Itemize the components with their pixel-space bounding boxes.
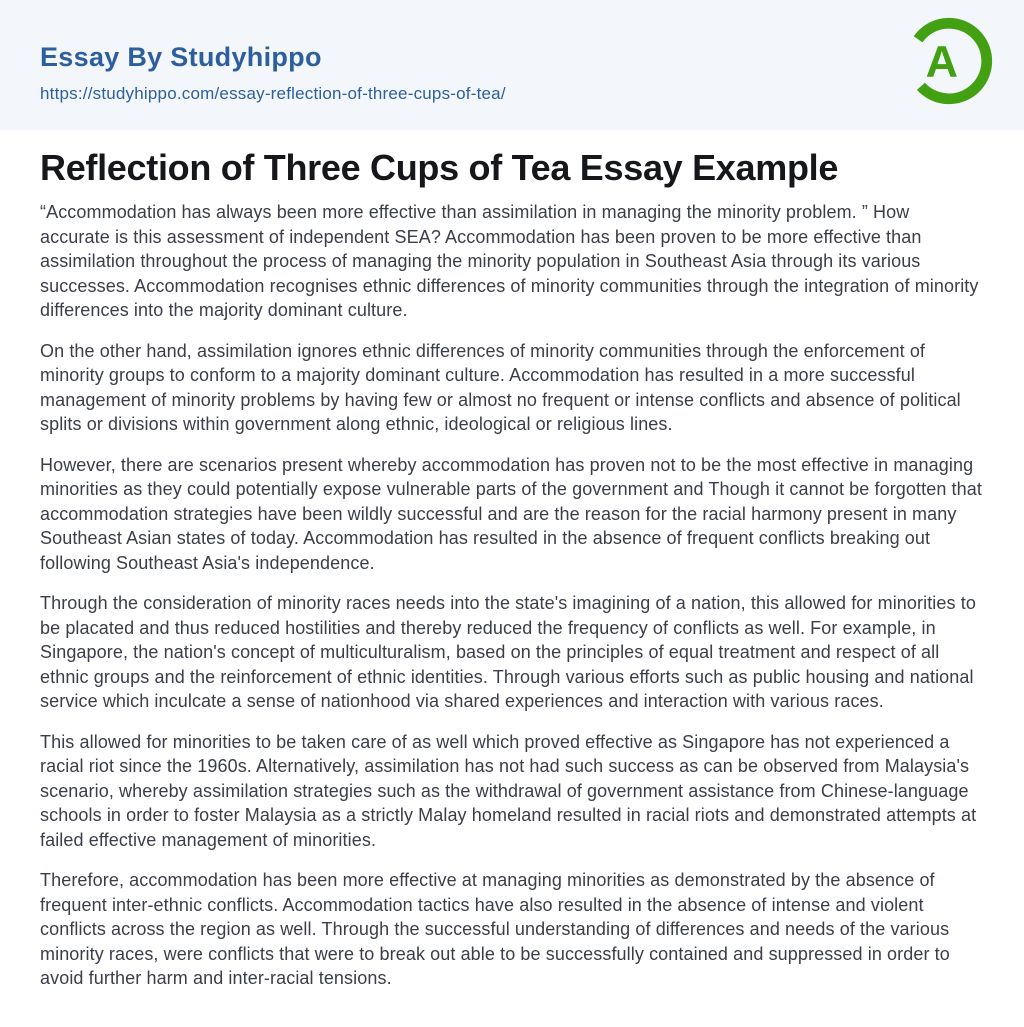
source-url-link[interactable]: https://studyhippo.com/essay-reflection-of-three-cups-of-tea/	[40, 84, 506, 103]
site-header	[0, 0, 1024, 130]
essay-content	[0, 147, 1024, 991]
logo-letter: A	[925, 35, 959, 87]
essay-paragraph-5: This allowed for minorities to be taken care of as well which proved effective as Singapore has not experienced a racial riot since the 1960s. Alternatively, assimilation has not had such success as can be observed from Malaysia's scenario, whereby assimilation strategies such as the withdrawal of government assistance from Chinese-language schools in order to foster Malaysia as a strictly Malay homeland resulted in racial riots and demonstrated attempts at failed effective management of minorities.	[40, 731, 977, 850]
essay-paragraph-1: “Accommodation has always been more effective than assimilation in managing the minority problem. ” How accurate is this assessment of independent SEA? Accommodation has been proven to be more effective than assimilation throughout the process of managing the minority population in Southeast Asia through its various successes. Accommodation recognises ethnic differences of minority communities through the integration of minority differences into the majority dominant culture.	[40, 202, 979, 320]
essay-paragraph-4: Through the consideration of minority races needs into the state's imagining of a nation, this allowed for minorities to be placated and thus reduced hostilities and thereby reduced the frequency of conflicts as well. For example, in Singapore, the nation's concept of multiculturalism, based on the principles of equal treatment and respect of all ethnic groups and the reinforcement of ethnic identities. Through various efforts such as public housing and national service which inculcate a sense of nationhood via shared experiences and interaction with various races.	[40, 593, 976, 711]
studyhippo-logo-icon	[900, 12, 998, 110]
site-title: Essay By Studyhippo	[40, 42, 322, 72]
essay-paragraph-3: However, there are scenarios present whereby accommodation has proven not to be the most effective in managing minorities as they could potentially expose vulnerable parts of the government and Though it cannot be forgotten that accommodation strategies have been wildly successful and are the reason for the racial harmony present in many Southeast Asian states of today. Accommodation has resulted in the absence of frequent conflicts breaking out following Southeast Asia's independence.	[40, 454, 982, 573]
essay-paragraph-6: Therefore, accommodation has been more effective at managing minorities as demonstrated by the absence of frequent inter-ethnic conflicts. Accommodation tactics have also resulted in the absence of intense and violent conflicts across the region as well. Through the successful understanding of differences and needs of the various minority races, were conflicts that were to break out able to be successfully contained and suppressed in order to avoid further harm and inter-racial tensions.	[40, 870, 950, 988]
essay-paragraph-2: On the other hand, assimilation ignores ethnic differences of minority communities through the enforcement of minority groups to conform to a majority dominant culture. Accommodation has resulted in a more successful management of minority problems by having few or almost no frequent or intense conflicts and absence of political splits or divisions within government along ethnic, ideological or religious lines.	[40, 340, 961, 434]
page-title: Reflection of Three Cups of Tea Essay Example	[40, 147, 839, 188]
